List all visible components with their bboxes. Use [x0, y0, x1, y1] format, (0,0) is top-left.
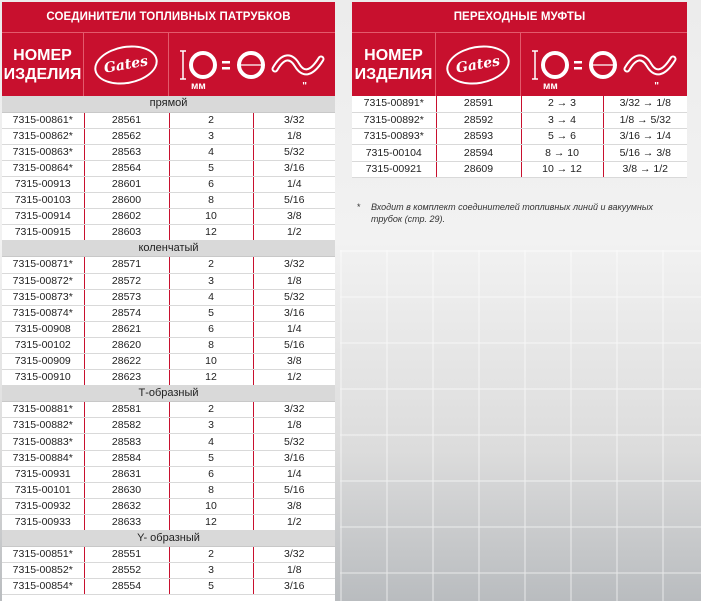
part-number-cell: 7315-00852*: [2, 563, 84, 579]
table-row: [2, 434, 335, 450]
table-row: [2, 547, 335, 563]
table-row: [2, 563, 335, 579]
size-inch-cell: 1/8: [253, 128, 335, 144]
size-inch-cell: 1/2: [253, 514, 335, 530]
size-mm-cell: 12: [169, 370, 253, 386]
part-number-cell: 7315-00883*: [2, 434, 84, 450]
size-inch-cell: 5/16: [253, 482, 335, 498]
unit-mm-label: мм: [543, 81, 558, 92]
table-row: [2, 257, 335, 273]
adapter-couplings-header: [352, 32, 687, 96]
gates-number-cell: 28583: [84, 434, 169, 450]
size-mm-cell: 2 → 3: [521, 96, 603, 112]
part-number-cell: 7315-00891*: [352, 96, 436, 112]
gates-number-cell: 28600: [84, 193, 169, 209]
part-number-cell: 7315-00872*: [2, 273, 84, 289]
size-mm-cell: 8: [169, 337, 253, 353]
gates-number-cell: 28573: [84, 289, 169, 305]
part-number-cell: 7315-00933: [2, 514, 84, 530]
table-row: [2, 579, 335, 595]
size-inch-cell: 3/16 → 1/4: [603, 129, 687, 145]
table-row: [352, 129, 687, 145]
footnote: [357, 201, 657, 225]
group-row: [2, 386, 335, 402]
size-mm-cell: 2: [169, 112, 253, 128]
part-number-cell: 7315-00892*: [352, 112, 436, 128]
part-number-cell: 7315-00914: [2, 209, 84, 225]
part-number-cell: 7315-00851*: [2, 547, 84, 563]
part-number-cell: 7315-00862*: [2, 128, 84, 144]
gates-number-cell: 28622: [84, 354, 169, 370]
group-label: прямой: [2, 96, 335, 112]
part-number-cell: 7315-00882*: [2, 418, 84, 434]
table-row: [2, 160, 335, 176]
fuel-connectors-header: [2, 32, 335, 96]
size-inch-cell: 1/8 → 5/32: [603, 112, 687, 128]
part-number-cell: 7315-00103: [2, 193, 84, 209]
size-mm-cell: 5: [169, 579, 253, 595]
size-mm-cell: 6: [169, 466, 253, 482]
size-inch-cell: 3/16: [253, 579, 335, 595]
size-inch-cell: 3/8: [253, 498, 335, 514]
size-inch-cell: 5/16: [253, 193, 335, 209]
size-mm-cell: 5: [169, 305, 253, 321]
size-mm-cell: 8: [169, 482, 253, 498]
table-row: [2, 128, 335, 144]
table-row: [2, 370, 335, 386]
size-inch-cell: 1/4: [253, 176, 335, 192]
size-inch-cell: 3/32: [253, 112, 335, 128]
part-number-cell: 7315-00873*: [2, 289, 84, 305]
adapter-couplings-panel: [352, 2, 687, 178]
gates-logo-cell: [84, 33, 169, 96]
gates-number-cell: 28630: [84, 482, 169, 498]
size-inch-cell: 3/8: [253, 209, 335, 225]
gates-number-cell: 28562: [84, 128, 169, 144]
table-row: [2, 112, 335, 128]
part-number-cell: 7315-00908: [2, 321, 84, 337]
size-mm-cell: 4: [169, 144, 253, 160]
size-header: [521, 33, 687, 96]
size-inch-cell: 3/32 → 1/8: [603, 96, 687, 112]
fuel-connectors-panel: [2, 2, 335, 601]
group-row: [2, 241, 335, 257]
connector-size-icon: [177, 45, 327, 85]
group-label: Т-образный: [2, 386, 335, 402]
footnote-star: *: [357, 202, 361, 212]
size-inch-cell: 3/32: [253, 547, 335, 563]
gates-number-cell: 28601: [84, 176, 169, 192]
size-mm-cell: 8 → 10: [521, 145, 603, 161]
size-mm-cell: 6: [169, 321, 253, 337]
group-label: Y- образный: [2, 531, 335, 547]
size-mm-cell: 12: [169, 225, 253, 241]
size-mm-cell: 3 → 4: [521, 112, 603, 128]
size-inch-cell: 1/8: [253, 563, 335, 579]
size-inch-cell: 3/16: [253, 160, 335, 176]
gates-number-cell: 28623: [84, 370, 169, 386]
table-row: [352, 145, 687, 161]
part-number-cell: 7315-00102: [2, 337, 84, 353]
part-number-label-line1: НОМЕР: [13, 46, 72, 64]
size-inch-cell: 5/32: [253, 434, 335, 450]
size-inch-cell: 5/32: [253, 289, 335, 305]
table-row: [352, 161, 687, 177]
part-number-cell: 7315-00104: [352, 145, 436, 161]
part-number-cell: 7315-00932: [2, 498, 84, 514]
gates-number-cell: 28603: [84, 225, 169, 241]
size-inch-cell: 3/32: [253, 402, 335, 418]
part-number-cell: 7315-00874*: [2, 305, 84, 321]
size-mm-cell: 2: [169, 547, 253, 563]
size-inch-cell: 3/32: [253, 257, 335, 273]
gates-logo: Gates: [443, 40, 513, 89]
table-row: [2, 418, 335, 434]
size-mm-cell: 2: [169, 257, 253, 273]
size-mm-cell: 6: [169, 176, 253, 192]
unit-inch-label: ": [302, 81, 307, 92]
fuel-connectors-title: СОЕДИНИТЕЛИ ТОПЛИВНЫХ ПАТРУБКОВ: [2, 2, 335, 32]
background-grid: [340, 250, 701, 601]
size-mm-cell: 3: [169, 418, 253, 434]
table-row: [2, 176, 335, 192]
group-label: коленчатый: [2, 241, 335, 257]
gates-number-cell: 28592: [436, 112, 521, 128]
table-row: [2, 305, 335, 321]
size-inch-cell: 3/16: [253, 305, 335, 321]
gates-number-cell: 28572: [84, 273, 169, 289]
size-mm-cell: 4: [169, 289, 253, 305]
gates-number-cell: 28554: [84, 579, 169, 595]
gates-number-cell: 28571: [84, 257, 169, 273]
size-mm-cell: 10: [169, 209, 253, 225]
part-number-label-line2: ИЗДЕЛИЯ: [3, 65, 82, 83]
gates-number-cell: 28563: [84, 144, 169, 160]
footnote-text: Входит в комплект соединителей топливных линий и вакуумных трубок (стр. 29).: [371, 202, 653, 224]
size-inch-cell: 1/8: [253, 418, 335, 434]
size-mm-cell: 10 → 12: [521, 161, 603, 177]
gates-number-cell: 28621: [84, 321, 169, 337]
size-mm-cell: 2: [169, 402, 253, 418]
gates-number-cell: 28609: [436, 161, 521, 177]
table-row: [2, 482, 335, 498]
part-number-cell: 7315-00913: [2, 176, 84, 192]
table-row: [2, 321, 335, 337]
part-number-label-line1: НОМЕР: [364, 46, 423, 64]
size-mm-cell: 3: [169, 273, 253, 289]
table-row: [2, 498, 335, 514]
gates-number-cell: 28633: [84, 514, 169, 530]
adapter-couplings-table: [352, 96, 687, 178]
adapter-couplings-title: ПЕРЕХОДНЫЕ МУФТЫ: [352, 2, 687, 32]
size-inch-cell: 3/8: [253, 354, 335, 370]
table-row: [2, 289, 335, 305]
size-mm-cell: 3: [169, 128, 253, 144]
table-row: [2, 144, 335, 160]
size-inch-cell: 5/32: [253, 144, 335, 160]
size-inch-cell: 1/2: [253, 225, 335, 241]
gates-number-cell: 28551: [84, 547, 169, 563]
gates-number-cell: 28593: [436, 129, 521, 145]
unit-inch-label: ": [654, 81, 659, 92]
table-row: [2, 402, 335, 418]
group-row: [2, 531, 335, 547]
table-row: [352, 96, 687, 112]
gates-logo-cell: [436, 33, 521, 96]
table-row: [352, 112, 687, 128]
part-number-cell: 7315-00861*: [2, 112, 84, 128]
size-mm-cell: 12: [169, 514, 253, 530]
part-number-cell: 7315-00871*: [2, 257, 84, 273]
part-number-cell: 7315-00101: [2, 482, 84, 498]
size-inch-cell: 3/16: [253, 450, 335, 466]
table-row: [2, 209, 335, 225]
gates-number-cell: 28552: [84, 563, 169, 579]
gates-number-cell: 28632: [84, 498, 169, 514]
gates-number-cell: 28594: [436, 145, 521, 161]
table-row: [2, 466, 335, 482]
table-row: [2, 225, 335, 241]
table-row: [2, 354, 335, 370]
size-mm-cell: 8: [169, 193, 253, 209]
part-number-cell: 7315-00864*: [2, 160, 84, 176]
size-inch-cell: 1/8: [253, 273, 335, 289]
gates-number-cell: 28574: [84, 305, 169, 321]
gates-number-cell: 28582: [84, 418, 169, 434]
gates-number-cell: 28620: [84, 337, 169, 353]
part-number-cell: 7315-00854*: [2, 579, 84, 595]
gates-number-cell: 28591: [436, 96, 521, 112]
unit-mm-label: мм: [191, 81, 206, 92]
size-inch-cell: 1/2: [253, 370, 335, 386]
size-inch-cell: 3/8 → 1/2: [603, 161, 687, 177]
gates-number-cell: 28581: [84, 402, 169, 418]
table-row: [2, 337, 335, 353]
part-number-header: [352, 33, 436, 96]
size-mm-cell: 4: [169, 434, 253, 450]
size-mm-cell: 3: [169, 563, 253, 579]
table-row: [2, 514, 335, 530]
table-row: [2, 273, 335, 289]
table-row: [2, 193, 335, 209]
size-mm-cell: 5: [169, 450, 253, 466]
size-mm-cell: 10: [169, 498, 253, 514]
size-inch-cell: 1/4: [253, 466, 335, 482]
part-number-cell: 7315-00909: [2, 354, 84, 370]
size-mm-cell: 5 → 6: [521, 129, 603, 145]
size-header: [169, 33, 335, 96]
part-number-cell: 7315-00884*: [2, 450, 84, 466]
part-number-cell: 7315-00863*: [2, 144, 84, 160]
size-inch-cell: 5/16: [253, 337, 335, 353]
size-inch-cell: 1/4: [253, 321, 335, 337]
part-number-cell: 7315-00921: [352, 161, 436, 177]
part-number-cell: 7315-00915: [2, 225, 84, 241]
size-inch-cell: 5/16 → 3/8: [603, 145, 687, 161]
gates-number-cell: 28584: [84, 450, 169, 466]
part-number-cell: 7315-00893*: [352, 129, 436, 145]
gates-number-cell: 28631: [84, 466, 169, 482]
gates-logo: Gates: [91, 40, 161, 89]
fuel-connectors-table: [2, 96, 335, 595]
size-mm-cell: 10: [169, 354, 253, 370]
size-mm-cell: 5: [169, 160, 253, 176]
connector-size-icon: [529, 45, 679, 85]
gates-number-cell: 28564: [84, 160, 169, 176]
part-number-header: [2, 33, 84, 96]
group-row: [2, 96, 335, 112]
gates-number-cell: 28602: [84, 209, 169, 225]
part-number-cell: 7315-00881*: [2, 402, 84, 418]
part-number-label-line2: ИЗДЕЛИЯ: [354, 65, 433, 83]
gates-number-cell: 28561: [84, 112, 169, 128]
part-number-cell: 7315-00931: [2, 466, 84, 482]
table-row: [2, 450, 335, 466]
part-number-cell: 7315-00910: [2, 370, 84, 386]
